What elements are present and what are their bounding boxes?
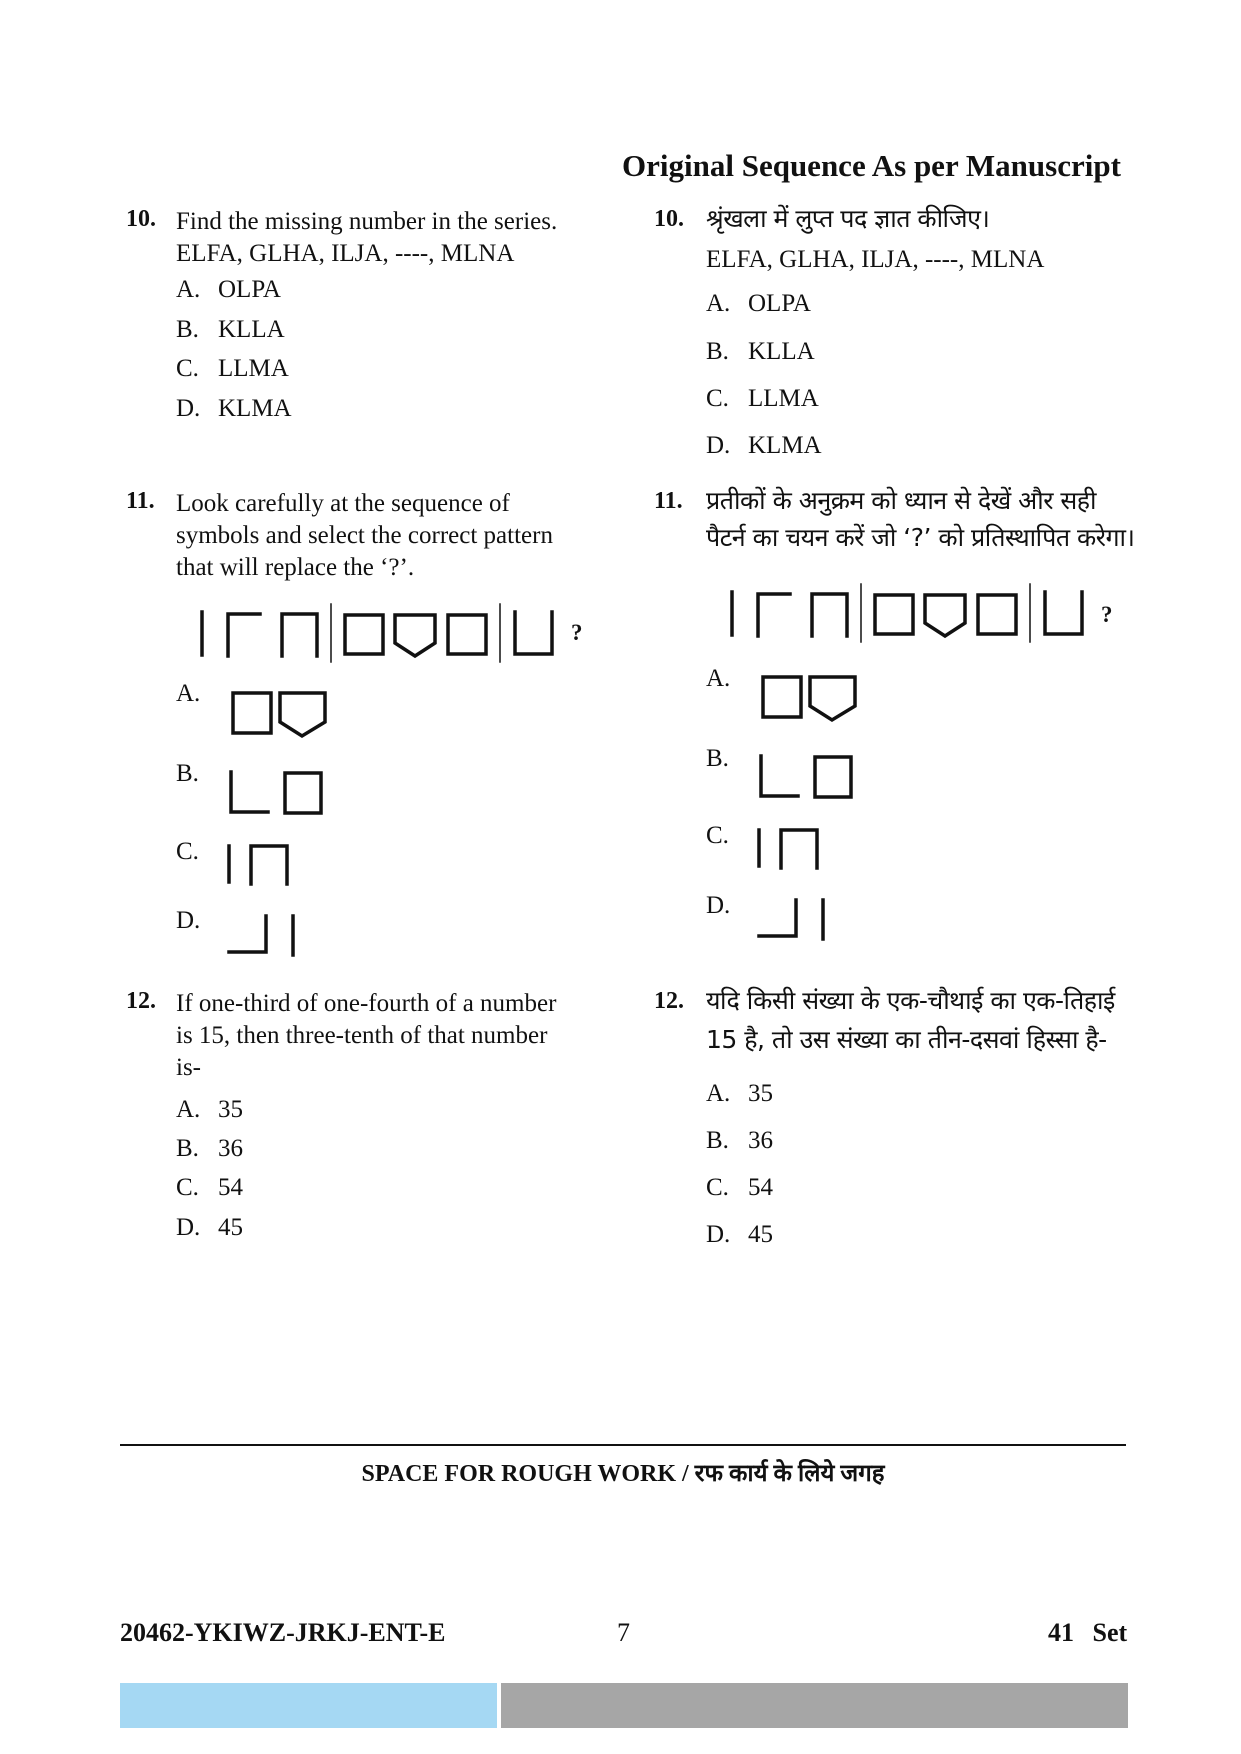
option-label: C. [706, 385, 729, 412]
option-b-label[interactable]: B. [706, 745, 729, 772]
option-a[interactable] [176, 276, 281, 304]
question-line: If one-third of one-fourth of a number [176, 990, 557, 1017]
option-b[interactable] [176, 316, 285, 344]
rough-work-label: SPACE FOR ROUGH WORK / रफ कार्य के लिये जगह [361, 1461, 885, 1487]
option-label: B. [706, 338, 729, 365]
option-b[interactable] [706, 338, 815, 366]
option-label: B. [176, 316, 199, 343]
option-b[interactable] [706, 1127, 773, 1155]
option-a-label[interactable]: A. [176, 680, 201, 707]
footer-booklet-code: 20462-YKIWZ-JRKJ-ENT-E [120, 1618, 446, 1647]
option-text: LLMA [748, 385, 819, 412]
option-c[interactable] [706, 385, 819, 413]
question-text [176, 488, 553, 584]
question-line: Find the missing number in the series. [176, 208, 558, 235]
question-text [176, 206, 557, 270]
option-text: OLPA [748, 290, 811, 317]
question-line: Look carefully at the sequence of [176, 490, 510, 517]
option-c-label[interactable]: C. [706, 822, 729, 849]
question-mark: ? [571, 620, 583, 645]
option-text: LLMA [218, 355, 289, 382]
option-label: D. [706, 432, 731, 459]
option-d-label[interactable]: D. [176, 907, 201, 934]
option-text: 54 [748, 1174, 773, 1201]
question-line: प्रतीकों के अनुक्रम को ध्यान से देखें और सही [706, 486, 1097, 515]
option-label: D. [176, 395, 201, 422]
option-label: A. [176, 276, 201, 303]
option-label: D. [176, 1214, 201, 1241]
option-label: B. [706, 1127, 729, 1154]
option-a[interactable] [176, 1096, 243, 1124]
question-line: ELFA, GLHA, ILJA, ----, MLNA [706, 246, 1045, 273]
option-text: 35 [748, 1080, 773, 1107]
question-text: श्रृंखला में लुप्त पद ज्ञात कीजिए। [706, 204, 990, 233]
option-d-figure[interactable] [756, 896, 836, 946]
question-line: is 15, then three-tenth of that number [176, 1022, 548, 1049]
option-b-label[interactable]: B. [176, 760, 199, 787]
option-d[interactable] [176, 395, 292, 423]
option-label: C. [176, 355, 199, 382]
question-number: 10. [654, 206, 684, 232]
option-text: 35 [218, 1096, 243, 1123]
option-a[interactable] [706, 1080, 773, 1108]
option-label: A. [706, 1080, 731, 1107]
option-text: 45 [218, 1214, 243, 1241]
option-label: A. [176, 1096, 201, 1123]
option-c-label[interactable]: C. [176, 838, 199, 865]
option-label: B. [176, 1135, 199, 1162]
option-text: KLMA [748, 432, 822, 459]
footer-page-number: 7 [617, 1618, 630, 1647]
question-number: 12. [654, 988, 684, 1014]
option-label: D. [706, 1221, 731, 1248]
question-line: ELFA, GLHA, ILJA, ----, MLNA [176, 240, 515, 267]
option-d[interactable] [706, 432, 822, 460]
question-number: 11. [126, 488, 155, 514]
question-text [176, 988, 556, 1084]
option-text: KLLA [748, 338, 815, 365]
option-b[interactable] [176, 1135, 243, 1163]
option-a-figure[interactable] [230, 690, 340, 740]
option-text: KLLA [218, 316, 285, 343]
option-text: 54 [218, 1174, 243, 1201]
question-line: 15 है, तो उस संख्या का तीन-दसवां हिस्सा है- [706, 1025, 1107, 1054]
question-line: symbols and select the correct pattern [176, 522, 553, 549]
footer-color-bar-left [120, 1683, 497, 1728]
symbol-sequence-figure [195, 600, 595, 670]
option-b-figure[interactable] [228, 770, 338, 820]
option-text: OLPA [218, 276, 281, 303]
question-text: यदि किसी संख्या के एक-चौथाई का एक-तिहाई [706, 986, 1115, 1015]
option-c[interactable] [176, 1174, 243, 1202]
page-title: Original Sequence As per Manuscript [622, 148, 1121, 183]
option-label: A. [706, 290, 731, 317]
question-number: 11. [654, 488, 683, 514]
option-c[interactable] [706, 1174, 773, 1202]
question-mark: ? [1101, 602, 1113, 627]
option-b-figure[interactable] [758, 754, 868, 804]
option-a-figure[interactable] [760, 674, 870, 724]
question-line: पैटर्न का चयन करें जो ‘?’ को प्रतिस्थापित करेगा। [706, 523, 1135, 552]
option-c-figure[interactable] [225, 842, 305, 892]
option-a[interactable] [706, 290, 811, 318]
question-number: 10. [126, 206, 156, 232]
option-c-figure[interactable] [755, 826, 835, 876]
option-label: C. [706, 1174, 729, 1201]
option-text: 45 [748, 1221, 773, 1248]
question-line: is- [176, 1054, 201, 1081]
option-d[interactable] [176, 1214, 243, 1242]
option-a-label[interactable]: A. [706, 665, 731, 692]
rough-work-divider [120, 1444, 1126, 1446]
footer-color-bar-right [501, 1683, 1128, 1728]
question-line: that will replace the ‘?’. [176, 554, 415, 581]
question-text [706, 482, 1134, 556]
question-number: 12. [126, 988, 156, 1014]
option-d-figure[interactable] [226, 912, 306, 962]
option-d[interactable] [706, 1221, 773, 1249]
option-text: 36 [748, 1127, 773, 1154]
footer-set-label: 41 Set [1048, 1618, 1128, 1647]
option-text: KLMA [218, 395, 292, 422]
option-text: 36 [218, 1135, 243, 1162]
option-c[interactable] [176, 355, 289, 383]
option-label: C. [176, 1174, 199, 1201]
option-d-label[interactable]: D. [706, 892, 731, 919]
symbol-sequence-figure [725, 580, 1125, 650]
